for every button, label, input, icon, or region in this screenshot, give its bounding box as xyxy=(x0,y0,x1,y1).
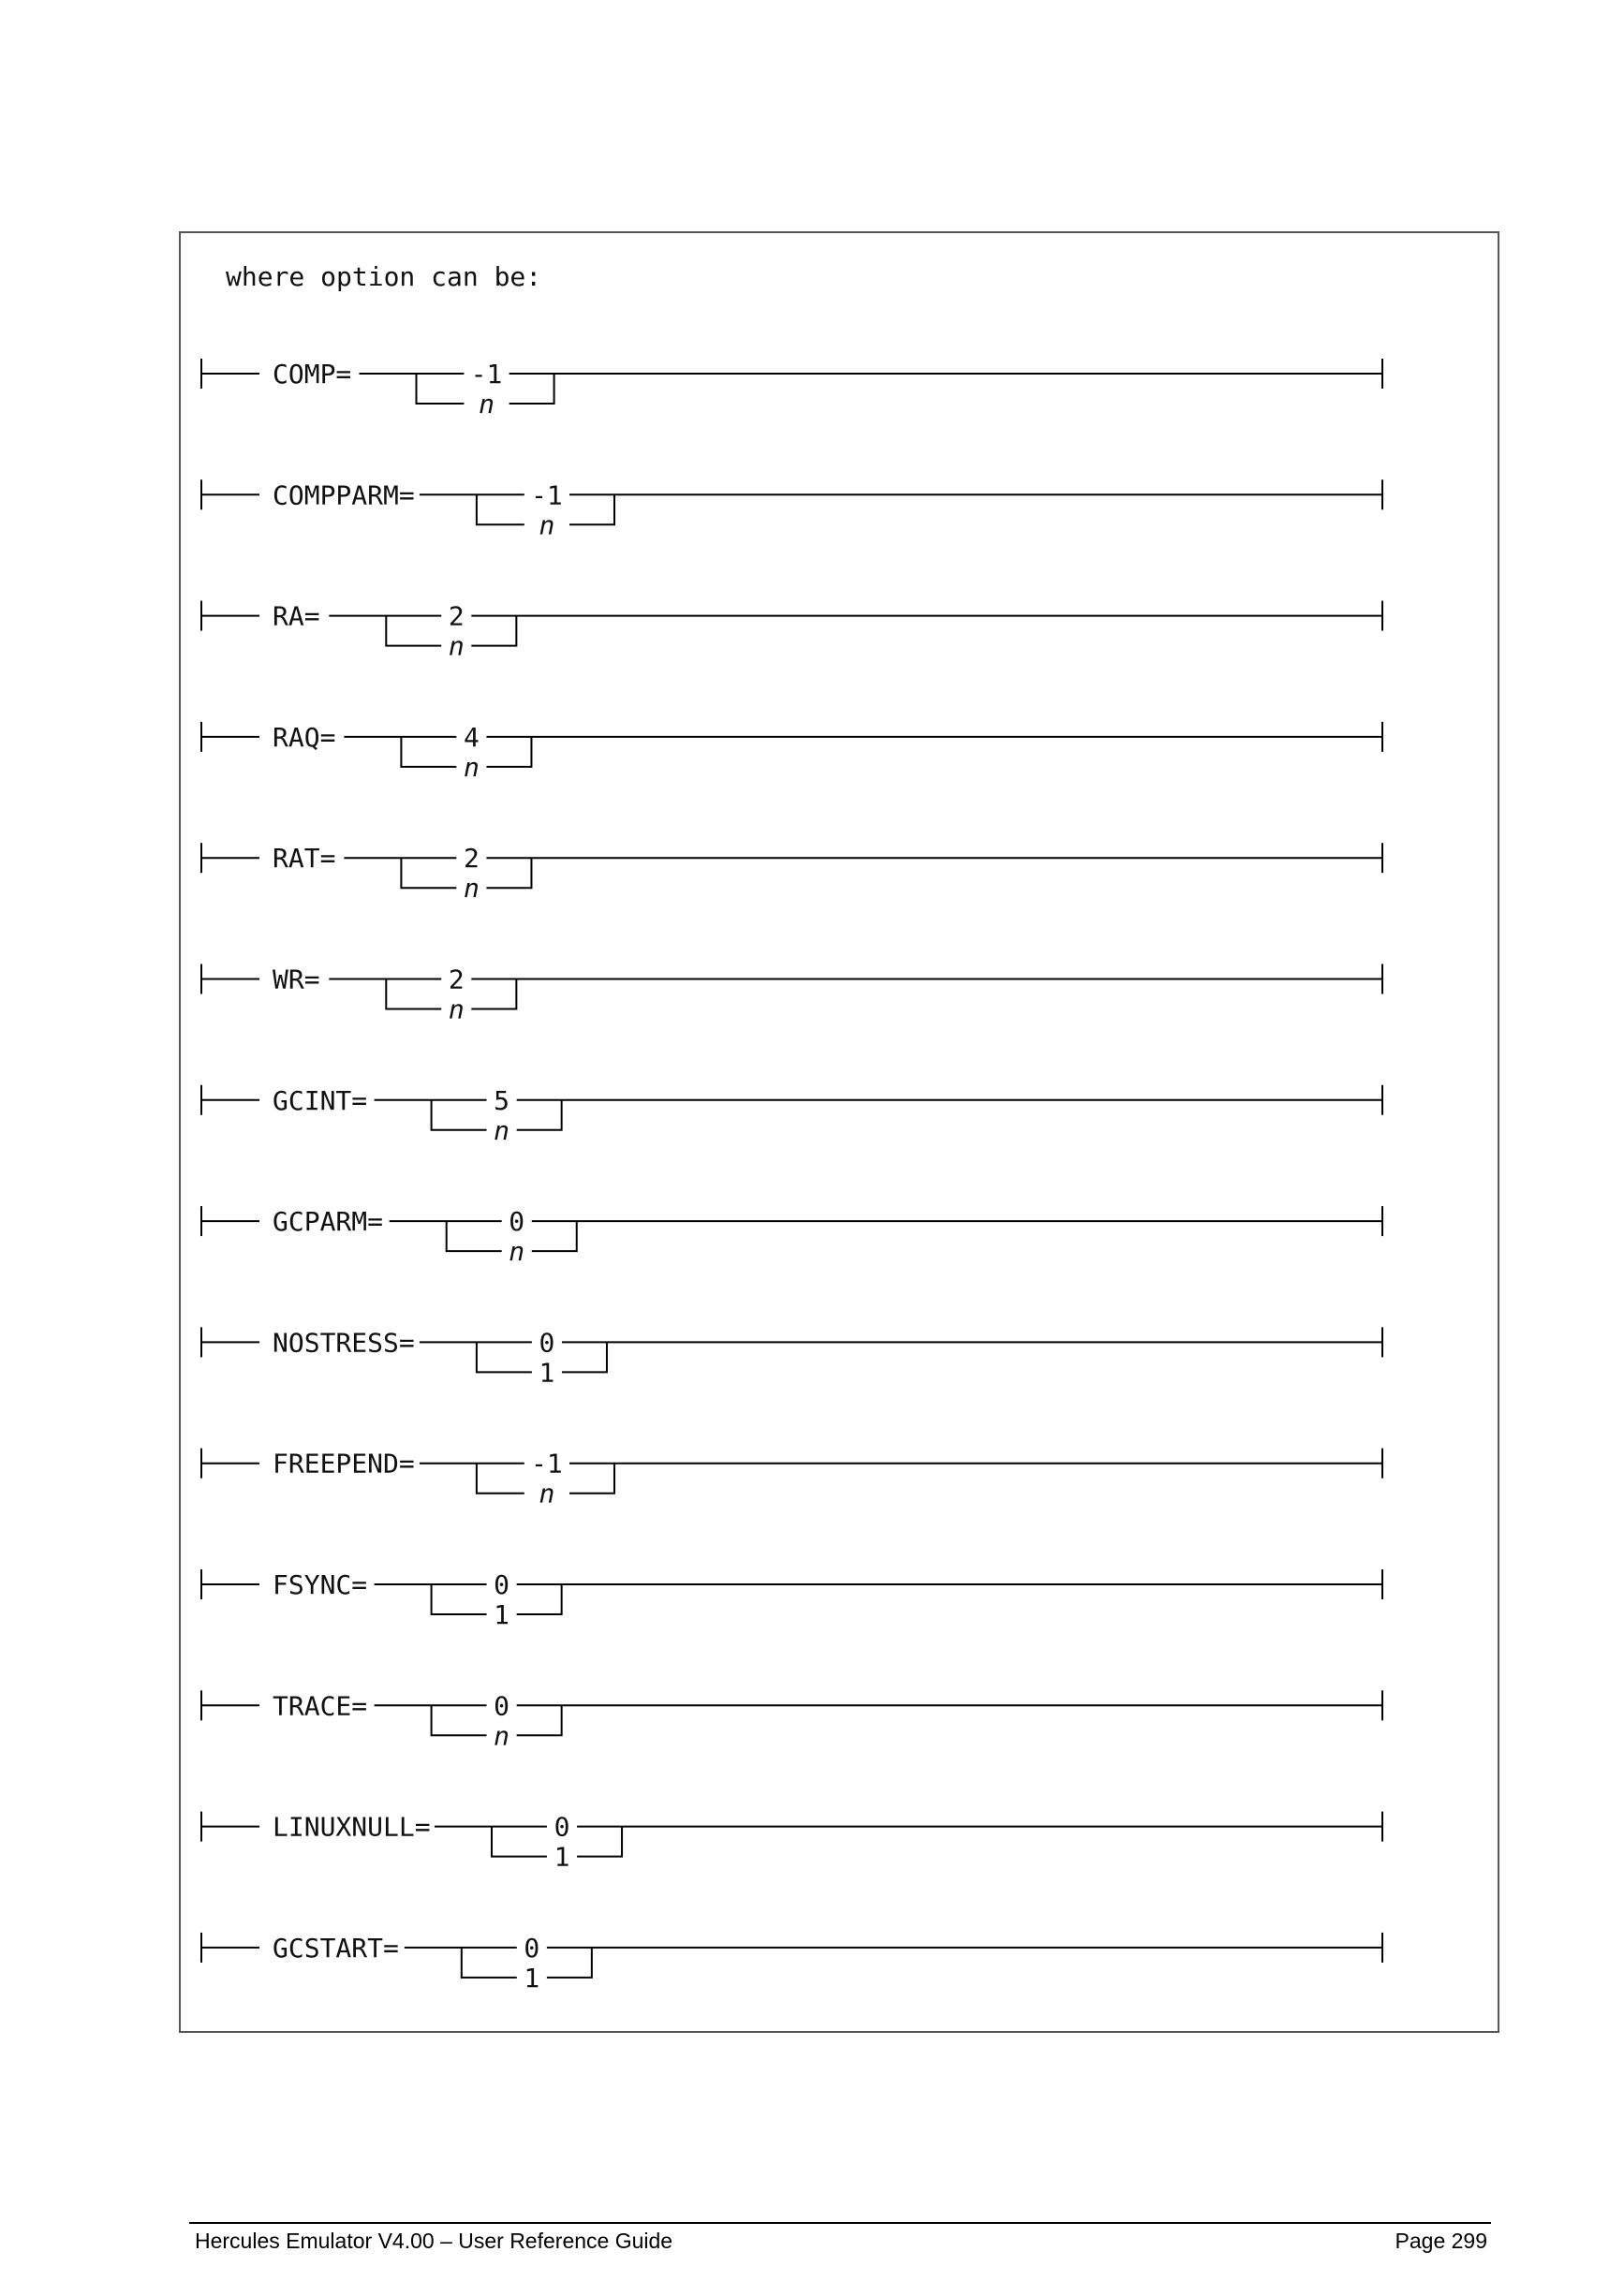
branch-right xyxy=(486,737,531,767)
alternative-value: n xyxy=(479,389,495,419)
alternative-value: n xyxy=(448,993,465,1025)
default-value: 0 xyxy=(494,1690,510,1722)
branch-left xyxy=(492,1827,547,1857)
option-row xyxy=(201,964,1382,1025)
alternative-value: n xyxy=(539,509,555,541)
branch-right xyxy=(509,374,554,404)
branch-left xyxy=(417,374,465,404)
option-keyword: TRACE= xyxy=(273,1690,368,1722)
branch-left xyxy=(432,1705,487,1735)
option-row xyxy=(201,1206,1382,1267)
default-value: -1 xyxy=(531,1448,563,1479)
branch-left xyxy=(432,1100,487,1130)
default-value: -1 xyxy=(531,479,563,511)
option-row xyxy=(201,479,1382,540)
option-keyword: NOSTRESS= xyxy=(273,1327,415,1359)
default-value: 0 xyxy=(539,1327,555,1359)
alternative-value: 1 xyxy=(494,1599,510,1630)
default-value: 2 xyxy=(448,964,465,995)
syntax-diagram xyxy=(181,233,1498,2031)
option-row xyxy=(201,601,1382,662)
option-keyword: RAQ= xyxy=(273,721,336,753)
branch-right xyxy=(517,1705,562,1735)
branch-left xyxy=(432,1584,487,1614)
default-value: 0 xyxy=(554,1811,570,1843)
option-keyword: GCINT= xyxy=(273,1084,368,1116)
syntax-diagram-box xyxy=(179,231,1499,2033)
branch-left xyxy=(462,1948,517,1978)
alternative-value: 1 xyxy=(554,1841,570,1873)
alternative-value: 1 xyxy=(539,1357,555,1389)
branch-right xyxy=(562,1342,607,1372)
option-row xyxy=(201,722,1382,783)
default-value: 0 xyxy=(524,1932,540,1964)
branch-left xyxy=(477,1342,532,1372)
option-keyword: FSYNC= xyxy=(273,1569,368,1600)
option-keyword: RAT= xyxy=(273,843,336,875)
branch-left xyxy=(477,1464,524,1494)
option-keyword: COMP= xyxy=(273,359,352,390)
default-value: -1 xyxy=(470,359,503,390)
option-row xyxy=(201,1569,1382,1630)
default-value: 0 xyxy=(509,1206,525,1238)
branch-right xyxy=(577,1827,622,1857)
option-keyword: COMPPARM= xyxy=(273,479,415,511)
alternative-value: n xyxy=(494,1114,510,1146)
default-value: 5 xyxy=(494,1084,510,1116)
alternative-value: n xyxy=(463,873,480,905)
default-value: 2 xyxy=(463,843,480,875)
branch-right xyxy=(532,1221,577,1251)
option-row xyxy=(201,1933,1382,1994)
option-keyword: LINUXNULL= xyxy=(273,1811,431,1843)
default-value: 4 xyxy=(463,721,480,753)
branch-right xyxy=(471,616,516,646)
branch-left xyxy=(386,616,441,646)
alternative-value: n xyxy=(463,751,480,783)
option-keyword: GCSTART= xyxy=(273,1932,399,1964)
footer-title: Hercules Emulator V4.00 – User Reference Guide xyxy=(195,2229,673,2253)
option-keyword: GCPARM= xyxy=(273,1206,384,1238)
option-keyword: RA= xyxy=(273,600,320,632)
branch-right xyxy=(517,1100,562,1130)
option-keyword: WR= xyxy=(273,964,320,995)
alternative-value: n xyxy=(539,1478,555,1509)
branch-right xyxy=(471,979,516,1009)
branch-right xyxy=(547,1948,592,1978)
default-value: 2 xyxy=(448,600,465,632)
alternative-value: n xyxy=(448,630,465,662)
option-row xyxy=(201,359,1382,419)
option-row xyxy=(201,1327,1382,1388)
branch-right xyxy=(517,1584,562,1614)
intro-text: where option can be: xyxy=(226,261,542,292)
branch-right xyxy=(569,494,614,524)
page-number: Page 299 xyxy=(1395,2229,1487,2253)
branch-left xyxy=(386,979,441,1009)
branch-left xyxy=(447,1221,502,1251)
option-row xyxy=(201,1449,1382,1509)
option-row xyxy=(201,1085,1382,1146)
option-row xyxy=(201,1690,1382,1751)
option-keyword: FREEPEND= xyxy=(273,1448,415,1479)
branch-right xyxy=(569,1464,614,1494)
branch-left xyxy=(401,737,456,767)
option-row xyxy=(201,843,1382,904)
footer-rule xyxy=(189,2222,1491,2224)
branch-left xyxy=(477,494,524,524)
branch-right xyxy=(486,858,531,888)
default-value: 0 xyxy=(494,1569,510,1600)
branch-left xyxy=(401,858,456,888)
alternative-value: 1 xyxy=(524,1962,540,1994)
alternative-value: n xyxy=(494,1720,510,1752)
option-row xyxy=(201,1812,1382,1873)
alternative-value: n xyxy=(509,1236,525,1268)
